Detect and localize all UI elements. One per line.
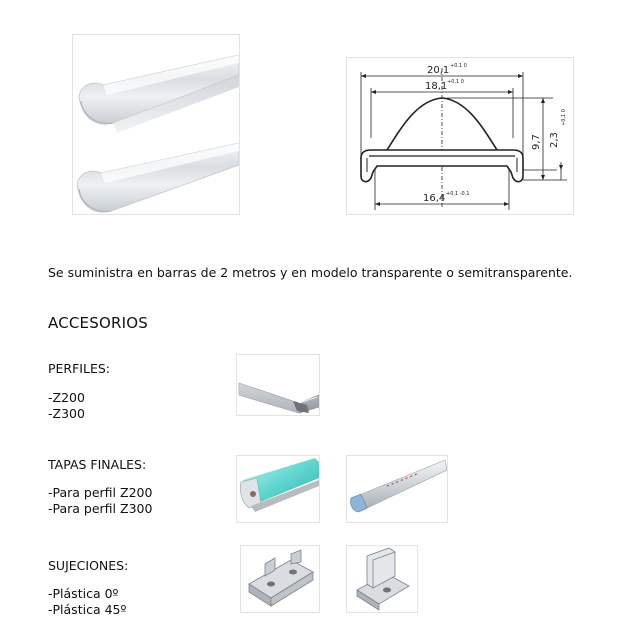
- dim-inner-label: 18,1: [425, 81, 448, 92]
- tapas-item: -Para perfil Z300: [48, 501, 153, 516]
- dim-top-label: 20,1: [427, 65, 450, 76]
- profile-cross-section-diagram: [346, 57, 574, 215]
- clip-0-photo: [240, 545, 320, 613]
- endcap-z200-photo: [236, 455, 320, 523]
- perfiles-label: PERFILES:: [48, 361, 111, 376]
- dim-inner-tolerance: +0,1 0: [447, 79, 464, 85]
- dim-base-thickness-label: 2,3: [549, 132, 560, 148]
- profile-photo-icon: [73, 35, 239, 214]
- aluminium-profile-icon: [237, 355, 319, 415]
- sujeciones-label: SUJECIONES:: [48, 558, 129, 573]
- clip-0-icon: [241, 546, 319, 612]
- sujeciones-item: -Plástica 45º: [48, 602, 127, 617]
- dim-base-thickness-tolerance: +0,1 0: [561, 109, 567, 126]
- accesorios-heading: ACCESORIOS: [48, 314, 148, 332]
- tapas-item: -Para perfil Z200: [48, 485, 153, 500]
- endcap-z200-icon: [237, 456, 319, 522]
- clip-45-icon: [347, 546, 417, 612]
- dim-height-label: 9,7: [531, 134, 542, 150]
- aluminium-profile-photo: [236, 354, 320, 416]
- dim-top-tolerance: +0,1 0: [450, 63, 467, 69]
- perfiles-item: -Z200: [48, 390, 85, 405]
- perfiles-item: -Z300: [48, 406, 85, 421]
- dim-bottom-label: 16,4: [423, 193, 446, 204]
- profile-diagram-icon: [347, 58, 573, 214]
- dim-bottom-tolerance: +0,1 -0,1: [446, 191, 470, 197]
- sujeciones-item: -Plástica 0º: [48, 586, 119, 601]
- tapas-list: [48, 485, 152, 517]
- supply-description: Se suministra en barras de 2 metros y en modelo transparente o semitransparente.: [48, 265, 573, 280]
- endcap-z300-photo: [346, 455, 448, 523]
- sujeciones-list: [48, 586, 126, 618]
- tapas-label: TAPAS FINALES:: [48, 457, 147, 472]
- endcap-z300-icon: [347, 456, 447, 522]
- perfiles-list: [48, 390, 85, 422]
- diffuser-photo: [72, 34, 240, 215]
- clip-45-photo: [346, 545, 418, 613]
